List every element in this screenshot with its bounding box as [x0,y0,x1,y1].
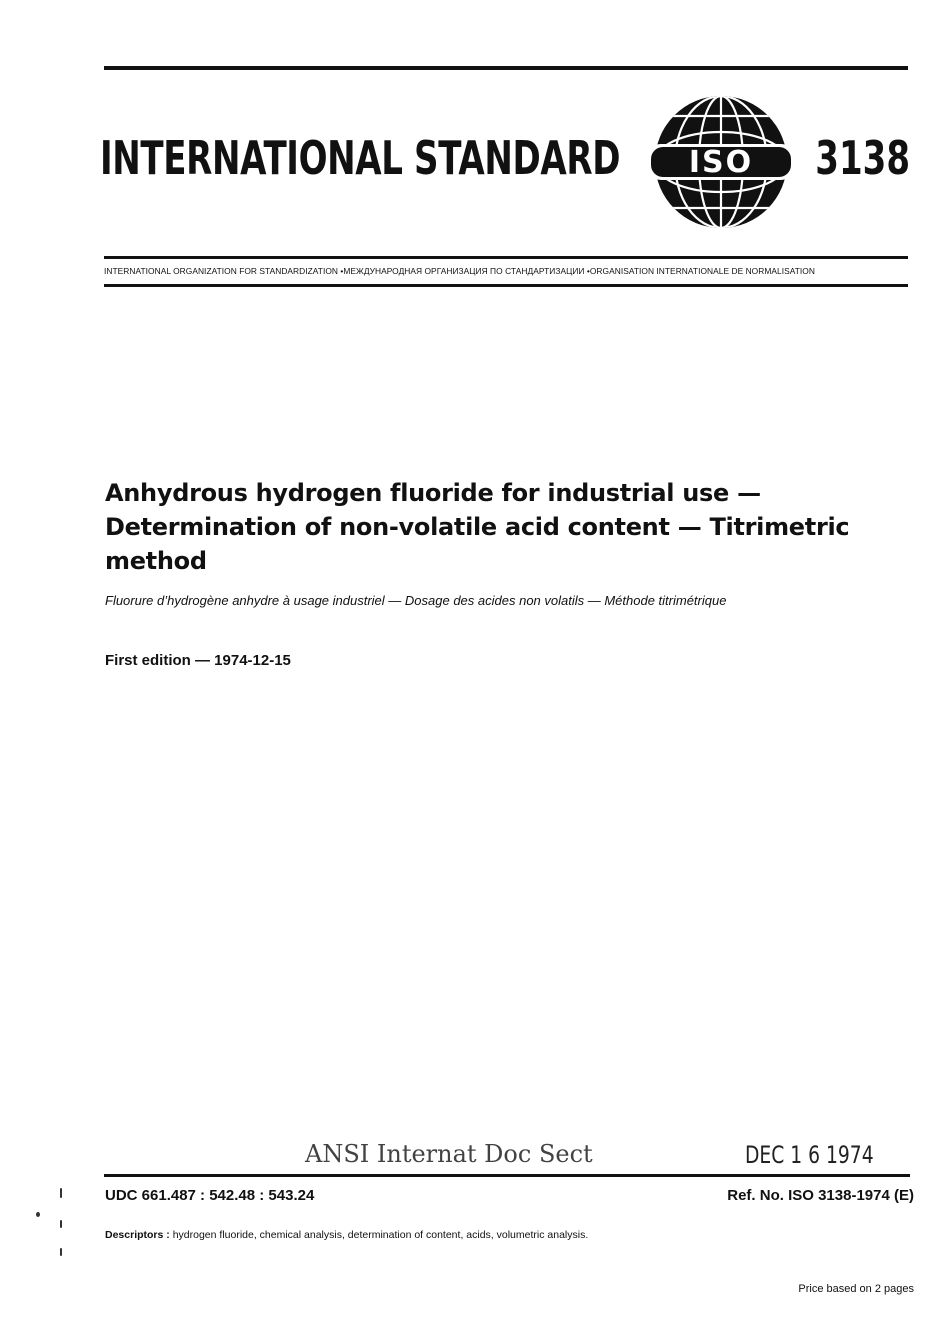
edition-date: First edition — 1974-12-15 [105,652,291,669]
scan-speck [60,1188,62,1198]
top-rule [104,66,908,70]
descriptors-text: hydrogen fluoride, chemical analysis, determination of content, acids, volumetric analysis. [169,1229,589,1241]
standard-number: 3138 [815,131,910,185]
document-title-line: Anhydrous hydrogen fluoride for industrial use — [105,479,761,507]
organization-rule [104,284,908,287]
organization-line: INTERNATIONAL ORGANIZATION FOR STANDARDIZATION •МЕЖДУНАРОДНАЯ ОРГАНИЗАЦИЯ ПО СТАНДАРТИЗАЦИИ •ORGANISATION INTERNATIONALE DE NORMALISATION [104,266,815,276]
document-title-line: Determination of non-volatile acid content — Titrimetric [105,513,850,541]
library-stamp: ANSI Internat Doc Sect [305,1140,593,1168]
document-title-line: method [105,547,207,575]
french-title: Fluorure d’hydrogène anhydre à usage industriel — Dosage des acides non volatils — Méthode titrimétrique [105,593,727,608]
header-rule [104,256,908,259]
scan-speck [36,1212,40,1217]
price-note: Price based on 2 pages [798,1283,914,1295]
descriptors [105,1228,588,1242]
stamp-date: DEC 1 6 1974 [745,1141,874,1169]
standard-type-heading: INTERNATIONAL STANDARD [100,131,621,185]
scan-speck [60,1220,62,1228]
descriptors-label: Descriptors : [105,1229,170,1241]
document-title [105,476,895,578]
reference-number: Ref. No. ISO 3138-1974 (E) [727,1187,914,1204]
footer-rule [104,1174,910,1177]
scan-speck [60,1248,62,1256]
udc-classification: UDC 661.487 : 542.48 : 543.24 [105,1187,315,1204]
iso-logo-text: ISO [688,145,754,180]
iso-globe-logo [645,86,797,238]
